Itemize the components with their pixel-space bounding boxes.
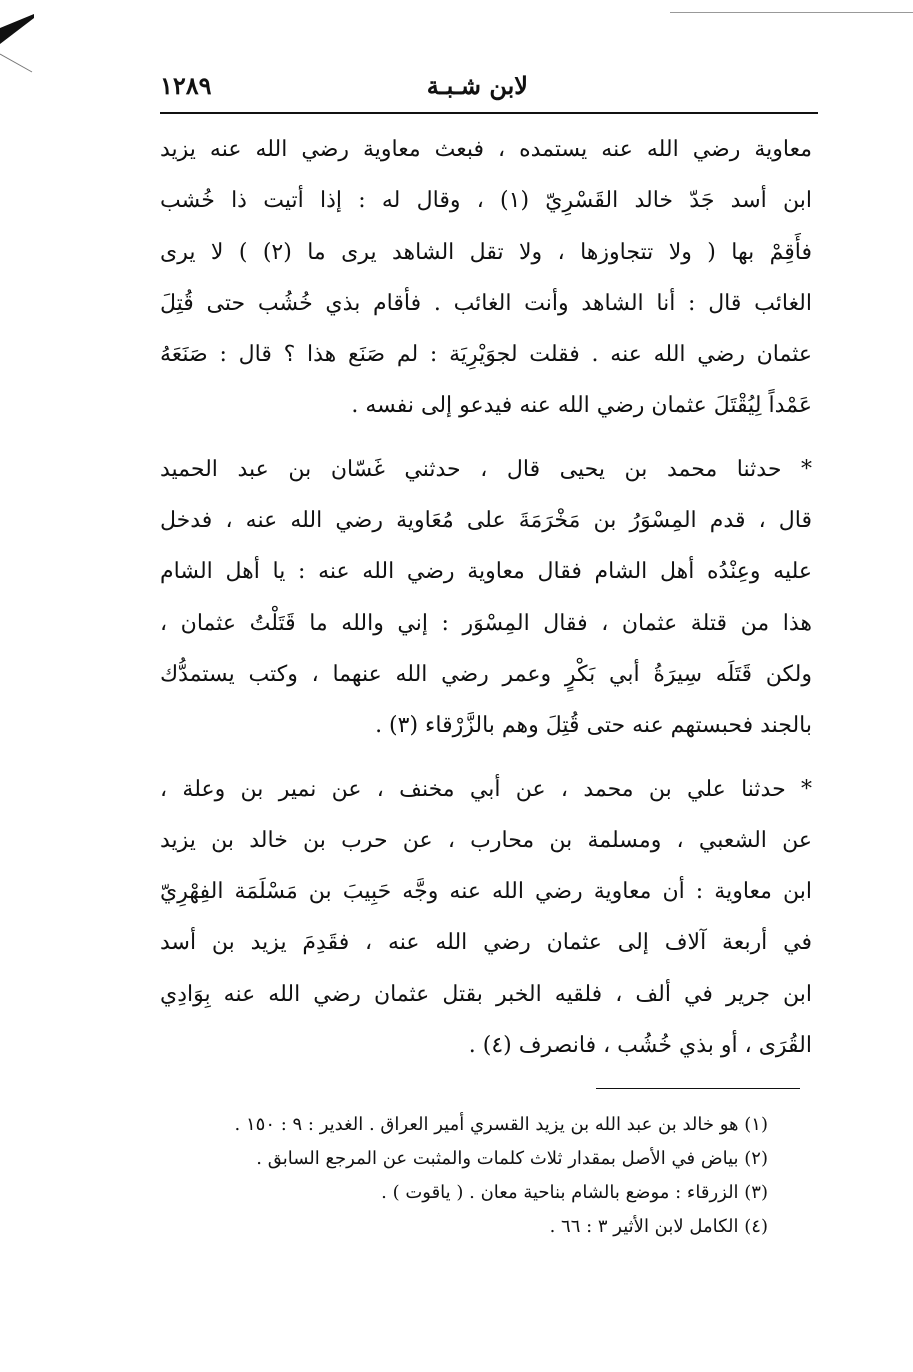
footnotes <box>160 1108 768 1244</box>
scan-edge-rule <box>670 12 913 13</box>
footnote-4: (٤) الكامل لابن الأثير ٣ : ٦٦ . <box>549 1216 768 1237</box>
paragraph <box>160 764 812 1072</box>
text-line: الغائب قال : أنا الشاهد وأنت الغائب . فأقام بذي خُشُب حتى قُتِلَ <box>160 290 812 316</box>
footnote-2: (٢) بياض في الأصل بمقدار ثلاث كلمات والمثبت عن المرجع السابق . <box>256 1148 768 1169</box>
page-number: ١٢٨٩ <box>160 70 212 100</box>
text-line: عن الشعبي ، ومسلمة بن محارب ، عن حرب بن خالد بن يزيد <box>160 827 812 853</box>
header-rule <box>160 112 818 114</box>
text-line: عَمْداً لِيُقْتَلَ عثمان رضي الله عنه فيدعو إلى نفسه . <box>351 393 812 419</box>
footnote-separator <box>596 1088 800 1089</box>
running-title: لابن شـبـة <box>426 70 528 100</box>
text-line: عليه وعِنْدُه أهل الشام فقال معاوية رضي الله عنه : يا أهل الشام <box>160 559 812 585</box>
text-line: عثمان رضي الله عنه . فقلت لجوَيْرِيَة : لم صَنَع هذا ؟ قال : صَنَعَهُ <box>160 342 812 368</box>
page-corner-mark <box>0 14 40 74</box>
page-header <box>160 64 818 106</box>
text-line: ولكن قَتَلَه سِيرَةُ أبي بَكْرٍ وعمر رضي الله عنهما ، وكتب يستمدُّك <box>160 661 812 687</box>
text-line: بالجند فحبستهم عنه حتى قُتِلَ وهم بالزَّرْقاء (٣) . <box>375 713 812 739</box>
text-line: * حدثنا محمد بن يحيى قال ، حدثني غَسّان بن عبد الحميد <box>160 456 812 482</box>
body-text <box>160 124 812 1071</box>
text-line: ابن جرير في ألف ، فلقيه الخبر بقتل عثمان رضي الله عنه بِوَادِي <box>160 981 812 1007</box>
text-line: ابن معاوية : أن معاوية رضي الله عنه وجَّه حَبِيبَ بن مَسْلَمَة الفِهْرِيّ <box>160 879 812 905</box>
paragraph <box>160 444 812 752</box>
text-line: معاوية رضي الله عنه يستمده ، فبعث معاوية رضي الله عنه يزيد <box>160 137 812 162</box>
text-line: القُرَى ، أو بذي خُشُب ، فانصرف (٤) . <box>468 1033 812 1059</box>
text-line: * حدثنا علي بن محمد ، عن أبي مخنف ، عن نمير بن وعلة ، <box>160 776 812 802</box>
text-line: ابن أسد جَدّ خالد القَسْرِيّ (١) ، وقال له : إذا أتيت ذا خُشب <box>160 188 812 214</box>
text-line: فأَقِمْ بها ( ولا تتجاوزها ، ولا تقل الشاهد يرى ما (٢) ) لا يرى <box>160 239 812 265</box>
footnote-3: (٣) الزرقاء : موضع بالشام بناحية معان . ( ياقوت ) . <box>381 1182 768 1203</box>
paragraph <box>160 124 812 432</box>
text-line: في أربعة آلاف إلى عثمان رضي الله عنه ، فقَدِمَ يزيد بن أسد <box>160 930 812 956</box>
footnote-1: (١) هو خالد بن عبد الله بن يزيد القسري أمير العراق . الغدير : ٩ : ١٥٠ . <box>234 1114 768 1135</box>
text-line: قال ، قدم المِسْوَرُ بن مَخْرَمَةَ على مُعَاوية رضي الله عنه ، فدخل <box>160 508 812 534</box>
text-line: هذا من قتلة عثمان ، فقال المِسْوَر : إني والله ما قَتَلْتُ عثمان ، <box>160 610 812 636</box>
